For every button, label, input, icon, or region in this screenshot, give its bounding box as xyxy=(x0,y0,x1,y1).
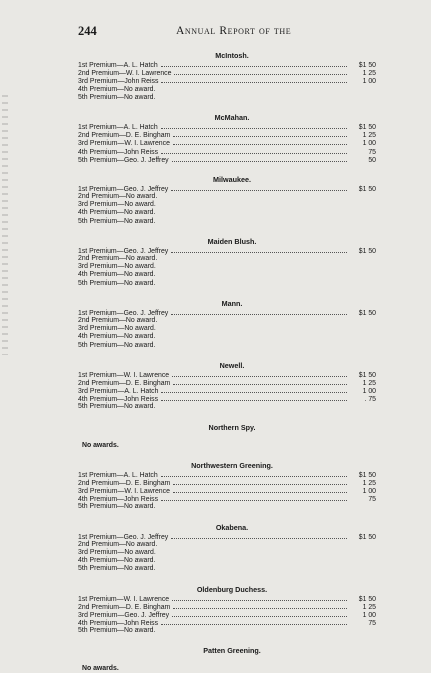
premium-label: 1st Premium—W. I. Lawrence xyxy=(78,595,170,603)
premium-label: 4th Premium—John Reiss xyxy=(78,148,159,156)
no-awards-note: No awards. xyxy=(82,441,119,449)
premium-amount: 50 xyxy=(368,156,376,164)
premium-amount: 1 25 xyxy=(362,603,376,611)
premium-label: 3rd Premium—No award. xyxy=(78,263,156,271)
variety-heading: Northern Spy. xyxy=(208,422,256,432)
premium-row xyxy=(78,69,376,77)
premium-label: 4th Premium—John Reiss xyxy=(78,396,159,404)
premium-row xyxy=(78,371,376,379)
dot-leader xyxy=(161,148,347,154)
premium-amount: 1 00 xyxy=(362,78,376,86)
dot-leader xyxy=(161,123,347,129)
variety-heading: Oldenburg Duchess. xyxy=(196,584,268,594)
premium-label: 5th Premium—No award. xyxy=(78,627,156,635)
premium-row xyxy=(78,263,376,271)
premium-label: 3rd Premium—W. I. Lawrence xyxy=(78,488,170,495)
premium-row xyxy=(78,565,376,573)
premium-row xyxy=(78,403,376,411)
premium-label: 1st Premium—A. L. Hatch xyxy=(78,123,158,131)
binding-edge-marks xyxy=(2,95,8,355)
premium-label: 5th Premium—No award. xyxy=(78,279,156,287)
dot-leader xyxy=(171,533,347,539)
premium-row xyxy=(78,156,376,164)
premium-label: 2nd Premium—D. E. Bingham xyxy=(78,132,171,140)
premium-label: 4th Premium—No award. xyxy=(78,209,156,217)
premium-amount: $1 50 xyxy=(358,123,376,131)
premium-label: 2nd Premium—No award. xyxy=(78,255,158,262)
variety-heading: Newell. xyxy=(219,360,245,370)
premium-amount: $1 50 xyxy=(358,595,376,603)
premium-row xyxy=(78,148,376,156)
variety-heading: Milwaukee. xyxy=(213,174,251,184)
variety-heading: Northwestern Greening. xyxy=(191,460,273,470)
premium-amount: 1 25 xyxy=(362,379,376,387)
premium-label: 5th Premium—Geo. J. Jeffrey xyxy=(78,156,169,164)
premium-label: 5th Premium—No award. xyxy=(78,341,156,349)
premium-row xyxy=(78,247,376,255)
premium-row xyxy=(78,611,376,619)
premium-amount: . 75 xyxy=(364,396,376,404)
premium-row xyxy=(78,209,376,217)
premium-label: 3rd Premium—No award. xyxy=(78,548,156,556)
premium-label: 3rd Premium—A. L. Hatch xyxy=(78,388,159,396)
premium-label: 2nd Premium—No award. xyxy=(78,193,158,201)
variety-section xyxy=(78,461,376,512)
dot-leader xyxy=(173,487,347,493)
variety-section xyxy=(78,646,376,673)
premium-amount: $1 50 xyxy=(358,62,376,69)
premium-label: 5th Premium—No award. xyxy=(78,217,156,225)
premium-row xyxy=(78,395,376,403)
premium-amount: $1 50 xyxy=(358,247,376,255)
variety-section xyxy=(78,175,376,226)
premium-label: 5th Premium—No award. xyxy=(78,503,156,511)
premium-amount: 75 xyxy=(368,620,376,628)
premium-label: 1st Premium—Geo. J. Jeffrey xyxy=(78,533,169,541)
premium-label: 3rd Premium—Geo. J. Jeffrey xyxy=(78,611,170,619)
premium-amount: 75 xyxy=(368,496,376,504)
premium-label: 4th Premium—No award. xyxy=(78,557,156,565)
premium-amount: $1 50 xyxy=(358,185,376,193)
premium-row xyxy=(78,557,376,565)
variety-heading: Mann. xyxy=(221,298,243,308)
premium-row xyxy=(78,193,376,201)
premium-label: 1st Premium—Geo. J. Jeffrey xyxy=(78,309,169,317)
dot-leader xyxy=(173,139,347,145)
premium-row xyxy=(78,487,376,495)
premium-row xyxy=(78,185,376,193)
premium-row xyxy=(78,503,376,511)
premium-label: 1st Premium—A. L. Hatch xyxy=(78,471,158,479)
variety-section xyxy=(78,113,376,164)
premium-label: 4th Premium—John Reiss xyxy=(78,620,159,628)
premium-label: 3rd Premium—John Reiss xyxy=(78,78,159,86)
premium-row xyxy=(78,317,376,325)
premium-row xyxy=(78,387,376,395)
premium-amount: $1 50 xyxy=(358,371,376,379)
variety-section xyxy=(78,299,376,350)
premium-row xyxy=(78,479,376,487)
variety-section xyxy=(78,237,376,288)
premium-label: 2nd Premium—No award. xyxy=(78,540,158,548)
premium-row xyxy=(78,218,376,226)
page-number: 244 xyxy=(78,24,97,38)
premium-label: 5th Premium—No award. xyxy=(78,93,156,101)
premium-label: 3rd Premium—W. I. Lawrence xyxy=(78,140,170,148)
dot-leader xyxy=(161,387,347,393)
premium-label: 2nd Premium—D. E. Bingham xyxy=(78,603,171,611)
variety-section xyxy=(78,585,376,636)
variety-section xyxy=(78,361,376,412)
premium-amount: 75 xyxy=(368,148,376,156)
premium-label: 2nd Premium—D. E. Bingham xyxy=(78,479,171,487)
dot-leader xyxy=(173,603,347,609)
dot-leader xyxy=(161,395,347,401)
premium-row xyxy=(78,471,376,479)
dot-leader xyxy=(171,309,347,315)
premium-label: 3rd Premium—No award. xyxy=(78,201,156,209)
variety-heading: McIntosh. xyxy=(215,51,249,60)
variety-section xyxy=(78,51,376,102)
dot-leader xyxy=(161,471,347,477)
premium-label: 1st Premium—W. I. Lawrence xyxy=(78,371,170,379)
premium-label: 2nd Premium—No award. xyxy=(78,316,158,324)
premium-row xyxy=(78,495,376,503)
premium-row xyxy=(78,309,376,317)
dot-leader xyxy=(161,619,347,625)
premium-amount: $1 50 xyxy=(358,471,376,479)
dot-leader xyxy=(174,69,347,75)
dot-leader xyxy=(161,61,347,67)
premium-amount: 1 00 xyxy=(362,488,376,495)
dot-leader xyxy=(173,379,347,385)
premium-row xyxy=(78,77,376,85)
premium-list xyxy=(78,51,376,673)
premium-row xyxy=(78,201,376,209)
premium-label: 1st Premium—Geo. J. Jeffrey xyxy=(78,247,169,255)
dot-leader xyxy=(161,77,347,83)
premium-label: 5th Premium—No award. xyxy=(78,565,156,573)
premium-amount: 1 00 xyxy=(362,388,376,396)
premium-row xyxy=(78,533,376,541)
premium-amount: 1 25 xyxy=(362,479,376,487)
premium-row xyxy=(78,603,376,611)
premium-row xyxy=(78,549,376,557)
premium-label: 4th Premium—No award. xyxy=(78,85,156,93)
variety-heading: Patten Greening. xyxy=(203,646,261,656)
page-header xyxy=(78,24,418,40)
variety-heading: Okabena. xyxy=(215,522,249,532)
premium-row xyxy=(78,123,376,131)
premium-row xyxy=(78,94,376,102)
premium-row xyxy=(78,280,376,288)
premium-label: 3rd Premium—No award. xyxy=(78,325,156,333)
premium-row xyxy=(78,271,376,279)
premium-row xyxy=(78,541,376,549)
premium-row xyxy=(78,325,376,333)
premium-row xyxy=(78,131,376,139)
premium-row xyxy=(78,619,376,627)
premium-label: 1st Premium—A. L. Hatch xyxy=(78,62,158,69)
premium-row xyxy=(78,61,376,69)
variety-heading: Maiden Blush. xyxy=(207,236,257,246)
premium-label: 4th Premium—No award. xyxy=(78,271,156,279)
premium-label: 1st Premium—Geo. J. Jeffrey xyxy=(78,185,169,193)
dot-leader xyxy=(172,371,347,377)
dot-leader xyxy=(173,131,347,137)
premium-row xyxy=(78,255,376,263)
no-awards-note: No awards. xyxy=(82,665,119,673)
premium-label: 5th Premium—No award. xyxy=(78,403,156,411)
premium-row xyxy=(78,86,376,94)
variety-heading: McMahan. xyxy=(214,112,250,122)
premium-label: 4th Premium—John Reiss xyxy=(78,496,159,504)
dot-leader xyxy=(171,247,347,253)
premium-row xyxy=(78,595,376,603)
premium-label: 2nd Premium—W. I. Lawrence xyxy=(78,70,172,78)
variety-section xyxy=(78,423,376,450)
dot-leader xyxy=(173,479,347,485)
variety-section xyxy=(78,523,376,574)
dot-leader xyxy=(172,611,347,617)
premium-row xyxy=(78,139,376,147)
premium-amount: $1 50 xyxy=(358,533,376,541)
premium-amount: 1 00 xyxy=(362,611,376,619)
dot-leader xyxy=(171,185,347,191)
dot-leader xyxy=(161,495,347,501)
premium-amount: 1 25 xyxy=(362,132,376,140)
premium-row xyxy=(78,379,376,387)
premium-label: 4th Premium—No award. xyxy=(78,333,156,341)
premium-amount: 1 25 xyxy=(362,70,376,78)
dot-leader xyxy=(172,156,347,162)
premium-amount: 1 00 xyxy=(362,140,376,148)
premium-row xyxy=(78,627,376,635)
premium-row xyxy=(78,342,376,350)
running-head: Annual Report of the xyxy=(176,25,292,37)
premium-row xyxy=(78,333,376,341)
premium-amount: $1 50 xyxy=(358,309,376,317)
premium-label: 2nd Premium—D. E. Bingham xyxy=(78,379,171,387)
